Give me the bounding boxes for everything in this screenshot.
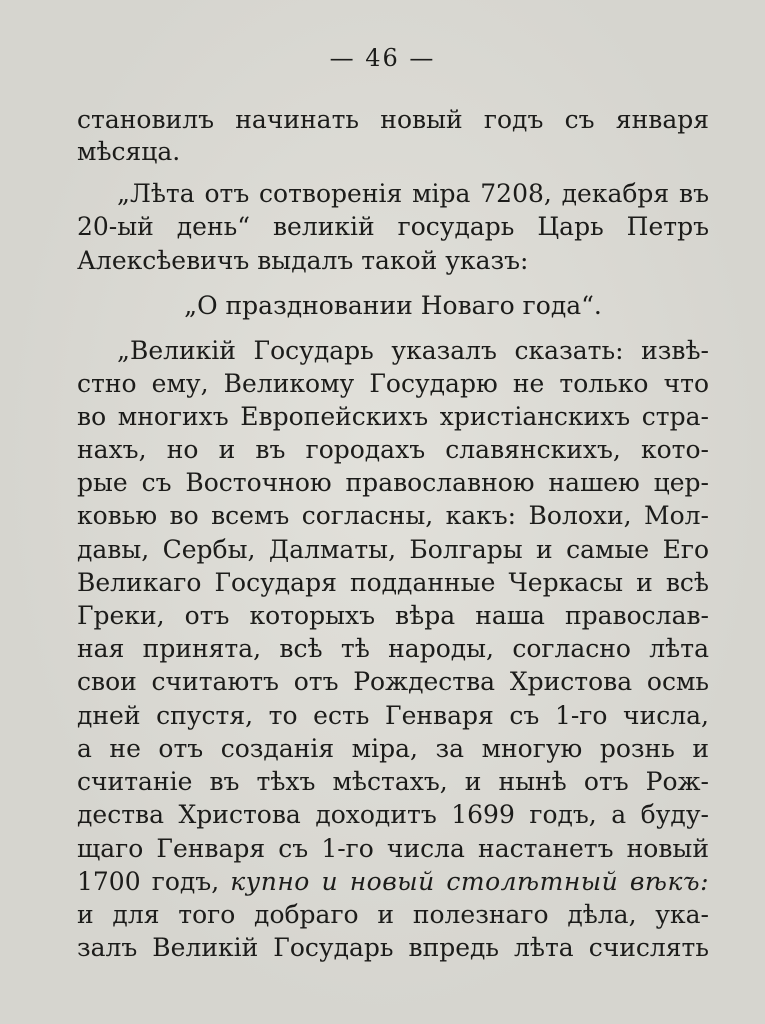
text-line: „Великій Государь указалъ сказать: извѣ- (117, 336, 709, 365)
text-line: свои считаютъ отъ Рождества Христова осмь (77, 667, 709, 696)
text-line: щаго Генваря съ 1-го числа настанетъ новый (77, 834, 709, 863)
text-line-mixed (77, 866, 709, 898)
text-line: Великаго Государя подданные Черкасы и всѣ (77, 568, 709, 597)
text-line: дней спустя, то есть Генваря съ 1-го числа, (77, 701, 709, 730)
text-line: залъ Великій Государь впредь лѣта счислять (77, 933, 709, 962)
text-line: 20-ый день“ великій государь Царь Петръ (77, 212, 709, 241)
text-line: стно ему, Великому Государю не только что (77, 369, 709, 398)
text-line: Греки, отъ которыхъ вѣра наша православ- (77, 601, 709, 630)
text-line: мѣсяца. (77, 137, 181, 166)
text-line: считаніе въ тѣхъ мѣстахъ, и нынѣ отъ Рож- (77, 767, 709, 796)
italic-text-segment: купно и новый столѣтный вѣкъ: (230, 867, 710, 896)
text-line: ная принята, всѣ тѣ народы, согласно лѣта (77, 634, 709, 663)
text-line: давы, Сербы, Далматы, Болгары и самые Его (77, 535, 709, 564)
text-line: становилъ начинать новый годъ съ января (77, 105, 709, 134)
text-line: и для того добраго и полезнаго дѣла, ука- (77, 900, 709, 929)
decree-title: „О праздновании Новаго года“. (184, 291, 602, 320)
text-segment: 1700 годъ, (77, 867, 220, 896)
text-line: во многихъ Европейскихъ христіанскихъ стра- (77, 402, 709, 431)
page-number: — 46 — (329, 44, 436, 72)
text-line: „Лѣта отъ сотворенія міра 7208, декабря въ (117, 179, 709, 208)
text-line: нахъ, но и въ городахъ славянскихъ, кото- (77, 435, 709, 464)
text-line: а не отъ созданія міра, за многую рознь и (77, 734, 709, 763)
text-line: ковью во всемъ согласны, какъ: Волохи, Мол- (77, 501, 709, 530)
text-line: дества Христова доходитъ 1699 годъ, а буду- (77, 800, 709, 829)
text-line: рые съ Восточною православною нашею цер- (77, 468, 709, 497)
text-line: Алексѣевичъ выдалъ такой указъ: (77, 246, 529, 275)
